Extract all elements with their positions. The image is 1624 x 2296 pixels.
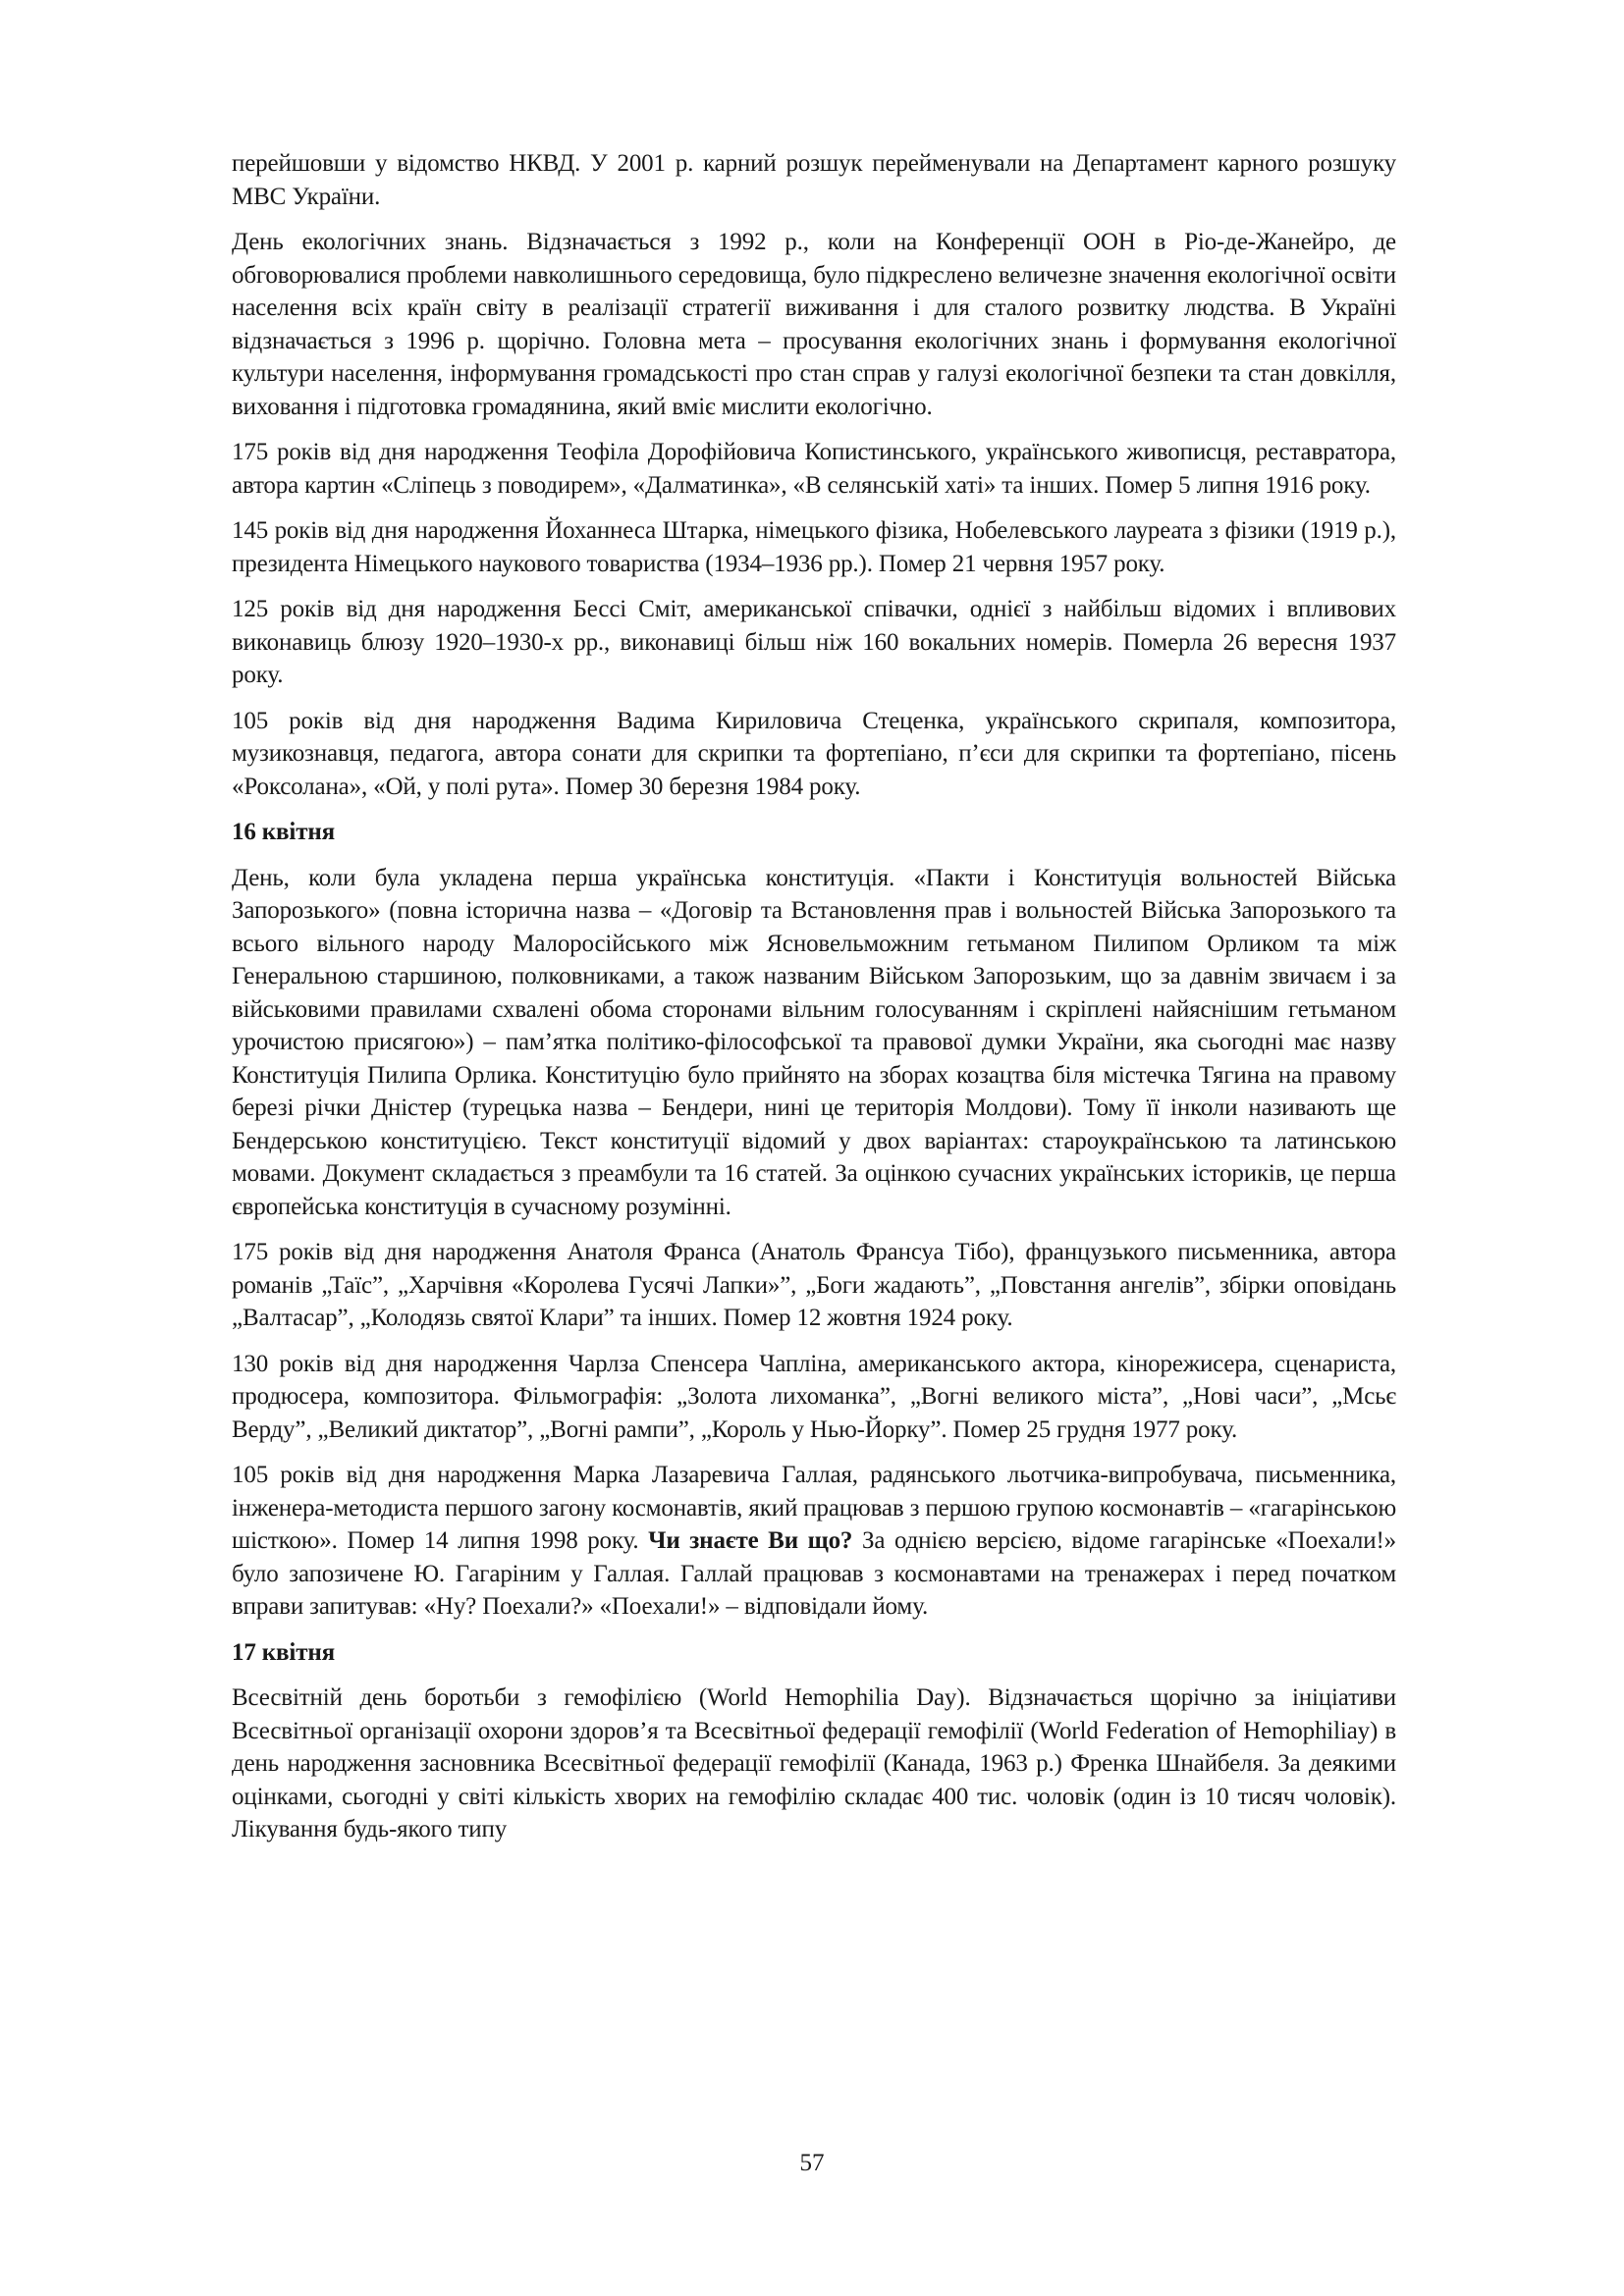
paragraph-nkvd: перейшовши у відомство НКВД. У 2001 р. карний розшук перейменували на Департамент карного розшуку МВС України.	[232, 150, 1396, 210]
page-number: 57	[799, 2150, 825, 2176]
date-heading-16-april: 16 квітня	[232, 819, 335, 845]
paragraph-bessie-smith: 125 років від дня народження Бессі Сміт, американської співачки, однієї з найбільш відомих і впливових виконавиць блюзу 1920–1930-х рр., виконавиці більш ніж 160 вокальних номерів. Померла 26 вересня 1937 року.	[232, 596, 1396, 688]
paragraph-stetsenko: 105 років від дня народження Вадима Кириловича Стеценка, українського скрипаля, композитора, музикознавця, педагога, автора сонати для скрипки та фортепіано, п’єси для скрипки та фортепіано, пісень «Роксолана», «Ой, у полі рута». Помер 30 березня 1984 року.	[232, 707, 1396, 800]
paragraph-kopystynsky: 175 років від дня народження Теофіла Дорофійовича Копистинського, українського живописця, реставратора, автора картин «Сліпець з поводирем», «Далматинка», «В селянській хаті» та інших. Помер 5 липня 1916 року.	[232, 439, 1396, 499]
paragraph-hemophilia: Всесвітній день боротьби з гемофілією (World Hemophilia Day). Відзначається щорічно за ініціативи Всесвітньої організації охорони здоров’я та Всесвітньої федерації гемофілії (World Federation of Hemophiliay) в день народження засновника Всесвітньої федерації гемофілії (Канада, 1963 р.) Френка Шнайбеля. За деякими оцінками, сьогодні у світі кількість хворих на гемофілію складає 400 тис. чоловік (один із 10 тисяч чоловік). Лікування будь-якого типу	[232, 1684, 1396, 1842]
did-you-know-label: Чи знаєте Ви що?	[648, 1527, 853, 1554]
paragraph-anatole-france: 175 років від дня народження Анатоля Франса (Анатоль Франсуа Тібо), французького письменника, автора романів „Таїс”, „Харчівня «Королева Гусячі Лапки»”, „Боги жадають”, „Повстання ангелів”, збірки оповідань „Валтасар”, „Колодязь святої Клари” та інших. Помер 12 жовтня 1924 року.	[232, 1239, 1396, 1331]
paragraph-constitution: День, коли була укладена перша українська конституція. «Пакти і Конституція вольностей Війська Запорозького» (повна історична назва – «Договір та Встановлення прав і вольностей Війська Запорозького та всього вільного народу Малоросійського між Ясновельможним гетьманом Пилипом Орликом та між Генеральною старшиною, полковниками, а також названим Військом Запорозьким, що за давнім звичаєм і за військовими правилами схвалені обома сторонами вільним голосуванням і скріплені найяснішим гетьманом урочистою присягою») – пам’ятка політико-філософської та правової думки України, яка сьогодні має назву Конституція Пилипа Орлика. Конституцію було прийнято на зборах козацтва біля містечка Тягина на правому березі річки Дністер (турецька назва – Бендери, нині це територія Молдови). Тому її інколи називають ще Бендерською конституцією. Текст конституції відомий у двох варіантах: староукраїнською та латинською мовами. Документ складається з преамбули та 16 статей. За оцінкою сучасних українських істориків, це перша європейська конституція в сучасному розумінні.	[232, 864, 1396, 1220]
paragraph-ecology-day: День екологічних знань. Відзначається з 1992 р., коли на Конференції ООН в Ріо-де-Жанейро, де обговорювалися проблеми навколишнього середовища, було підкреслено величезне значення екологічної освіти населення всіх країн світу в реалізації стратегії виживання і для сталого розвитку людства. В Україні відзначається з 1996 р. щорічно. Головна мета – просування екологічних знань і формування екологічної культури населення, інформування громадськості про стан справ у галузі екологічної безпеки та стан довкілля, виховання і підготовка громадянина, який вміє мислити екологічно.	[232, 229, 1396, 420]
paragraph-chaplin: 130 років від дня народження Чарлза Спенсера Чапліна, американського актора, кінорежисера, сценариста, продюсера, композитора. Фільмографія: „Золота лихоманка”, „Вогні великого міста”, „Нові часи”, „Мсьє Верду”, „Великий диктатор”, „Вогні рампи”, „Король у Нью-Йорку”. Помер 25 грудня 1977 року.	[232, 1350, 1396, 1443]
paragraph-stark: 145 років від дня народження Йоханнеса Штарка, німецького фізика, Нобелевського лауреата з фізики (1919 р.), президента Німецького наукового товариства (1934–1936 рр.). Помер 21 червня 1957 року.	[232, 517, 1396, 577]
date-heading-17-april: 17 квітня	[232, 1638, 335, 1666]
document-body	[232, 147, 1396, 1859]
gallai-text-start: 105 років від дня народження Марка Лазаревича Галлая, радянського льотчика-випробувача, письменника, інженера-методиста першого загону космонавтів, який працював з першою групою космонавтів – «гагарінською шісткою». Помер 14 липня 1998 року.	[232, 1462, 1396, 1554]
paragraph-gallai	[232, 1459, 1396, 1624]
gallai-text-end: За однією версією, відоме гагарінське «Поехали!» було запозичене Ю. Гагаріним у Галлая. Галлай працював з космонавтами на тренажерах і перед початком вправи запитував: «Ну? Поехали?» «Поехали!» – відповідали йому.	[232, 1527, 1396, 1620]
